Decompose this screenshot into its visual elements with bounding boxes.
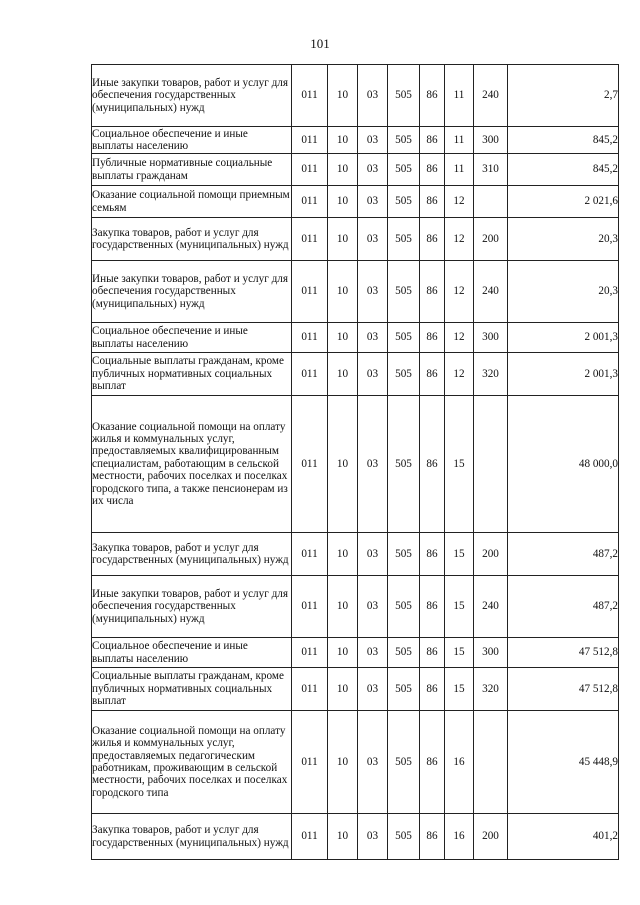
amount-cell: 845,2: [508, 154, 619, 186]
table-row: [92, 533, 619, 576]
table-row: [92, 186, 619, 218]
item-code-cell: 12: [445, 261, 474, 323]
subprogram-code-cell: 86: [420, 533, 445, 576]
item-code-cell: 15: [445, 576, 474, 638]
expense-type-cell: 300: [474, 638, 508, 668]
description-cell: Оказание социальной помощи на оплату жилья и коммунальных услуг, предоставляемых педагогическим работникам, проживающим в сельской местности, рабочих поселках и поселках городского типа: [92, 711, 292, 814]
expense-type-cell: 310: [474, 154, 508, 186]
subprogram-code-cell: 86: [420, 814, 445, 860]
table-row: [92, 127, 619, 154]
ministry-code-cell: 011: [292, 533, 328, 576]
ministry-code-cell: 011: [292, 65, 328, 127]
amount-cell: 48 000,0: [508, 396, 619, 533]
amount-cell: 2 021,6: [508, 186, 619, 218]
table-row: [92, 65, 619, 127]
subprogram-code-cell: 86: [420, 396, 445, 533]
subprogram-code-cell: 86: [420, 65, 445, 127]
ministry-code-cell: 011: [292, 668, 328, 711]
section-code-cell: 10: [328, 65, 358, 127]
item-code-cell: 16: [445, 814, 474, 860]
subsection-code-cell: 03: [358, 711, 388, 814]
program-code-cell: 505: [388, 668, 420, 711]
description-cell: Социальное обеспечение и иные выплаты населению: [92, 323, 292, 353]
description-cell: Публичные нормативные социальные выплаты гражданам: [92, 154, 292, 186]
subprogram-code-cell: 86: [420, 154, 445, 186]
subsection-code-cell: 03: [358, 638, 388, 668]
item-code-cell: 12: [445, 186, 474, 218]
item-code-cell: 11: [445, 127, 474, 154]
description-cell: Иные закупки товаров, работ и услуг для обеспечения государственных (муниципальных) нужд: [92, 65, 292, 127]
subsection-code-cell: 03: [358, 65, 388, 127]
ministry-code-cell: 011: [292, 814, 328, 860]
page-number: 101: [310, 36, 330, 51]
program-code-cell: 505: [388, 576, 420, 638]
description-cell: Социальные выплаты гражданам, кроме публичных нормативных социальных выплат: [92, 668, 292, 711]
ministry-code-cell: 011: [292, 261, 328, 323]
table-row: [92, 261, 619, 323]
amount-cell: 2 001,3: [508, 353, 619, 396]
amount-cell: 20,3: [508, 261, 619, 323]
section-code-cell: 10: [328, 218, 358, 261]
description-cell: Закупка товаров, работ и услуг для государственных (муниципальных) нужд: [92, 814, 292, 860]
subprogram-code-cell: 86: [420, 186, 445, 218]
subprogram-code-cell: 86: [420, 711, 445, 814]
section-code-cell: 10: [328, 154, 358, 186]
program-code-cell: 505: [388, 218, 420, 261]
section-code-cell: 10: [328, 533, 358, 576]
expense-type-cell: 240: [474, 65, 508, 127]
expense-type-cell: 240: [474, 576, 508, 638]
budget-table: [91, 64, 619, 860]
item-code-cell: 15: [445, 668, 474, 711]
amount-cell: 487,2: [508, 533, 619, 576]
description-cell: Иные закупки товаров, работ и услуг для обеспечения государственных (муниципальных) нужд: [92, 261, 292, 323]
subsection-code-cell: 03: [358, 127, 388, 154]
expense-type-cell: 320: [474, 353, 508, 396]
subprogram-code-cell: 86: [420, 638, 445, 668]
subprogram-code-cell: 86: [420, 261, 445, 323]
program-code-cell: 505: [388, 396, 420, 533]
program-code-cell: 505: [388, 127, 420, 154]
subsection-code-cell: 03: [358, 218, 388, 261]
subsection-code-cell: 03: [358, 396, 388, 533]
item-code-cell: 12: [445, 353, 474, 396]
ministry-code-cell: 011: [292, 218, 328, 261]
amount-cell: 845,2: [508, 127, 619, 154]
ministry-code-cell: 011: [292, 353, 328, 396]
item-code-cell: 11: [445, 65, 474, 127]
section-code-cell: 10: [328, 261, 358, 323]
section-code-cell: 10: [328, 711, 358, 814]
description-cell: Закупка товаров, работ и услуг для государственных (муниципальных) нужд: [92, 533, 292, 576]
expense-type-cell: 200: [474, 218, 508, 261]
table-row: [92, 218, 619, 261]
ministry-code-cell: 011: [292, 154, 328, 186]
ministry-code-cell: 011: [292, 127, 328, 154]
program-code-cell: 505: [388, 814, 420, 860]
subsection-code-cell: 03: [358, 353, 388, 396]
expense-type-cell: 200: [474, 814, 508, 860]
subprogram-code-cell: 86: [420, 218, 445, 261]
description-cell: Социальное обеспечение и иные выплаты населению: [92, 127, 292, 154]
description-cell: Социальное обеспечение и иные выплаты населению: [92, 638, 292, 668]
ministry-code-cell: 011: [292, 711, 328, 814]
item-code-cell: 12: [445, 218, 474, 261]
subsection-code-cell: 03: [358, 576, 388, 638]
item-code-cell: 15: [445, 533, 474, 576]
table-body: [92, 65, 619, 860]
program-code-cell: 505: [388, 323, 420, 353]
expense-type-cell: 300: [474, 323, 508, 353]
ministry-code-cell: 011: [292, 638, 328, 668]
program-code-cell: 505: [388, 65, 420, 127]
ministry-code-cell: 011: [292, 396, 328, 533]
section-code-cell: 10: [328, 638, 358, 668]
section-code-cell: 10: [328, 814, 358, 860]
ministry-code-cell: 011: [292, 323, 328, 353]
program-code-cell: 505: [388, 711, 420, 814]
subprogram-code-cell: 86: [420, 576, 445, 638]
subsection-code-cell: 03: [358, 154, 388, 186]
expense-type-cell: 240: [474, 261, 508, 323]
subsection-code-cell: 03: [358, 186, 388, 218]
amount-cell: 45 448,9: [508, 711, 619, 814]
section-code-cell: 10: [328, 127, 358, 154]
amount-cell: 487,2: [508, 576, 619, 638]
table-row: [92, 668, 619, 711]
expense-type-cell: 200: [474, 533, 508, 576]
subsection-code-cell: 03: [358, 323, 388, 353]
item-code-cell: 15: [445, 396, 474, 533]
subprogram-code-cell: 86: [420, 668, 445, 711]
ministry-code-cell: 011: [292, 576, 328, 638]
description-cell: Оказание социальной помощи на оплату жилья и коммунальных услуг, предоставляемых квалифицированным специалистам, работающим в сельской местности, рабочих поселках и поселках городского типа, а также пенсионерам из их числа: [92, 396, 292, 533]
section-code-cell: 10: [328, 353, 358, 396]
amount-cell: 2,7: [508, 65, 619, 127]
description-cell: Иные закупки товаров, работ и услуг для обеспечения государственных (муниципальных) нужд: [92, 576, 292, 638]
description-cell: Закупка товаров, работ и услуг для государственных (муниципальных) нужд: [92, 218, 292, 261]
section-code-cell: 10: [328, 668, 358, 711]
subprogram-code-cell: 86: [420, 127, 445, 154]
program-code-cell: 505: [388, 353, 420, 396]
subprogram-code-cell: 86: [420, 353, 445, 396]
subsection-code-cell: 03: [358, 814, 388, 860]
item-code-cell: 12: [445, 323, 474, 353]
subsection-code-cell: 03: [358, 261, 388, 323]
amount-cell: 2 001,3: [508, 323, 619, 353]
amount-cell: 47 512,8: [508, 638, 619, 668]
table-row: [92, 576, 619, 638]
subsection-code-cell: 03: [358, 668, 388, 711]
table-row: [92, 323, 619, 353]
section-code-cell: 10: [328, 576, 358, 638]
subprogram-code-cell: 86: [420, 323, 445, 353]
expense-type-cell: 320: [474, 668, 508, 711]
program-code-cell: 505: [388, 186, 420, 218]
item-code-cell: 15: [445, 638, 474, 668]
description-cell: Социальные выплаты гражданам, кроме публичных нормативных социальных выплат: [92, 353, 292, 396]
table-row: [92, 154, 619, 186]
ministry-code-cell: 011: [292, 186, 328, 218]
table-row: [92, 353, 619, 396]
item-code-cell: 16: [445, 711, 474, 814]
table-row: [92, 814, 619, 860]
amount-cell: 20,3: [508, 218, 619, 261]
amount-cell: 47 512,8: [508, 668, 619, 711]
program-code-cell: 505: [388, 638, 420, 668]
program-code-cell: 505: [388, 154, 420, 186]
subsection-code-cell: 03: [358, 533, 388, 576]
amount-cell: 401,2: [508, 814, 619, 860]
expense-type-cell: [474, 186, 508, 218]
table-row: [92, 711, 619, 814]
expense-type-cell: [474, 396, 508, 533]
section-code-cell: 10: [328, 396, 358, 533]
item-code-cell: 11: [445, 154, 474, 186]
section-code-cell: 10: [328, 323, 358, 353]
section-code-cell: 10: [328, 186, 358, 218]
expense-type-cell: 300: [474, 127, 508, 154]
description-cell: Оказание социальной помощи приемным семьям: [92, 186, 292, 218]
expense-type-cell: [474, 711, 508, 814]
program-code-cell: 505: [388, 261, 420, 323]
table-row: [92, 638, 619, 668]
program-code-cell: 505: [388, 533, 420, 576]
table-row: [92, 396, 619, 533]
